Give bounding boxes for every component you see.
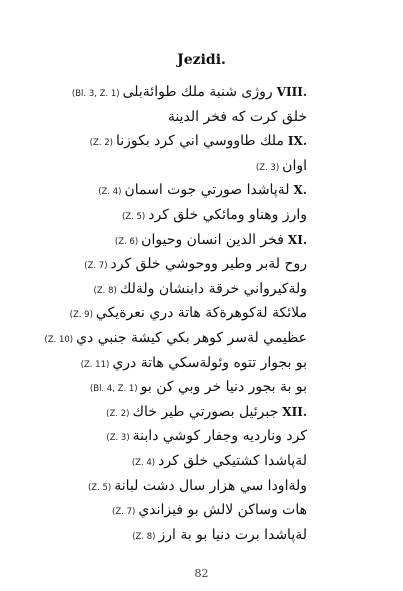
line-reference-note: (Z. 3) xyxy=(106,433,130,444)
line-reference-note: (Z. 2) xyxy=(89,138,113,149)
line-text: وارز وهناو ومائكي خلق كرد xyxy=(148,207,307,223)
text-line xyxy=(7,330,307,346)
text-line xyxy=(7,502,307,518)
section-number: X. xyxy=(293,183,307,198)
line-text: روژی شنبة ملك طوائةبلی xyxy=(122,84,273,100)
line-text: ملك طاووسي اني كرد بكوزنا xyxy=(115,133,284,150)
line-text: لةپاشدا برت دنيا بو بة ارز xyxy=(158,526,307,543)
line-reference-note: (Z. 8) xyxy=(93,285,117,296)
line-text: خلق كرت كه فخر الدينة xyxy=(167,108,307,125)
line-text: لةپاشدا صورتي جوت اسمان xyxy=(124,182,290,199)
line-text: روح لةبر وطير ووحوشي خلق كرد xyxy=(110,256,307,273)
line-reference-note: (Z. 9) xyxy=(69,310,93,321)
line-text: ملائكة لةكوهرةكة هاتة دري نعرةيكي xyxy=(95,305,307,322)
line-reference-note: (Z. 7) xyxy=(112,507,136,518)
text-line xyxy=(7,133,307,149)
line-reference-note: (Z. 11) xyxy=(80,359,110,370)
text-line xyxy=(7,404,307,420)
text-line xyxy=(7,84,307,100)
section-number: XII. xyxy=(282,404,307,419)
text-line xyxy=(7,527,307,543)
line-reference-note: (Z. 4) xyxy=(131,458,156,468)
page-number: 82 xyxy=(194,567,209,580)
line-reference-note: (Z. 8) xyxy=(132,531,156,542)
line-reference-note: (Bl. 3, Z. 1) xyxy=(71,89,120,99)
text-line xyxy=(7,355,307,371)
text-line xyxy=(7,453,307,469)
line-text: فخر الدين انسان وحيوان xyxy=(141,231,284,248)
line-text: كرد ونارديه وجفار كوشي دابنة xyxy=(132,428,307,445)
text-line xyxy=(7,109,307,125)
text-line xyxy=(7,232,307,248)
text-line xyxy=(7,305,307,321)
line-reference-note: (Z. 10) xyxy=(44,335,74,345)
line-text: بو بجوار تتوه وئولةسكي هاتة دري xyxy=(112,354,307,371)
text-line xyxy=(7,428,307,444)
line-text: اوان xyxy=(282,157,307,174)
line-text: بو بة بجور دنيا خر وبي كن بو xyxy=(140,379,307,396)
line-reference-note: (Z. 7) xyxy=(84,261,108,272)
text-line xyxy=(7,256,307,272)
line-text: عظيمي لةسر كوهر بكي كيشة جنبي دي xyxy=(76,330,307,346)
line-reference-note: (Z. 3) xyxy=(255,162,280,173)
text-line xyxy=(7,379,307,395)
line-text: لةپاشدا كشتيكي خلق كرد xyxy=(158,453,307,469)
text-line xyxy=(7,281,307,297)
line-text: جبرئيل بصورتي طير خاك xyxy=(132,403,279,420)
line-reference-note: (Z. 5) xyxy=(121,212,146,222)
line-reference-note: (Z. 6) xyxy=(114,236,139,247)
line-reference-note: (Z. 5) xyxy=(87,482,112,493)
line-reference-note: (Z. 4) xyxy=(98,187,122,198)
text-line xyxy=(7,182,307,198)
section-number: XI. xyxy=(287,232,307,247)
text-line xyxy=(7,207,307,223)
line-text: ولةكيرواني خرقة دابنشان ولةلك xyxy=(119,280,307,297)
text-line xyxy=(7,158,307,174)
line-text: هات وساكن لالش بو فيزاندي xyxy=(138,502,307,519)
text-line xyxy=(7,478,307,494)
section-number: IX. xyxy=(287,134,307,149)
line-text: ولةاودا سي هزار سال دشت لبانة xyxy=(114,477,307,494)
section-number: VIII. xyxy=(276,85,307,99)
page-heading: Jezidi. xyxy=(177,52,226,68)
line-reference-note: (Z. 2) xyxy=(106,408,130,419)
line-reference-note: (Bl. 4, Z. 1) xyxy=(89,384,138,395)
